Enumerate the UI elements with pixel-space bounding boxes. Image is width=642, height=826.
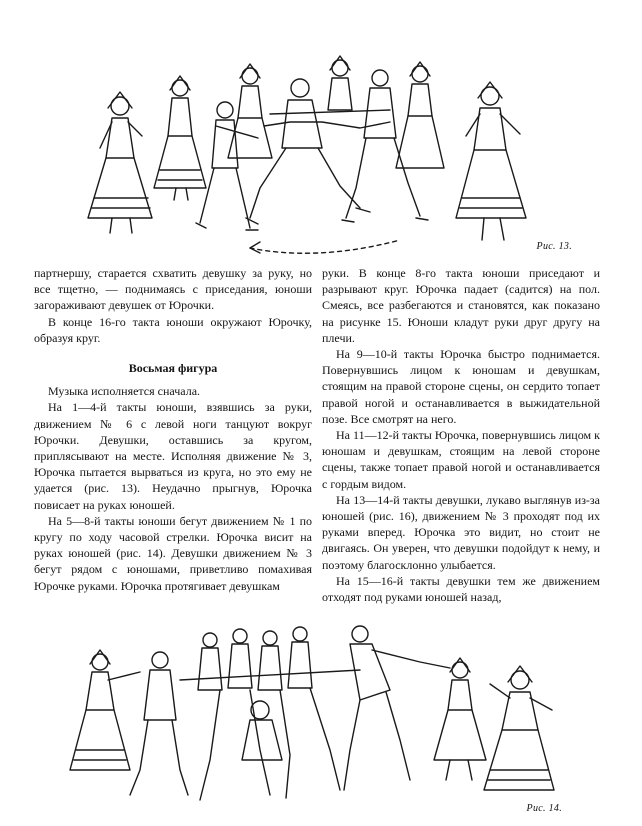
paragraph: Музыка исполняется сначала.: [48, 384, 201, 399]
paragraph: руки. В конце 8-го такта юноши приседают и разрывают круг. Юрочка падает (садится) на пол. Смеясь, все разбегаются и становятся, как показано на рисунке 15. Юноши кладут руки друг другу на плечи.: [322, 266, 600, 345]
paragraph: партнершу, старается схватить девушку за руку, но все тщетно, — поднимаясь с приседания, юноши загораживают девушек от Юрочки.: [34, 266, 312, 313]
paragraph: На 13—14-й такты девушки, лукаво выглянув из-за юношей (рис. 16), движением № 3 проходят под их руками вперед. Юрочка это видит, но стоит не двигаясь. Он уверен, что девушки подойдут к нему, и поэтому благосклонно улыбается.: [322, 492, 600, 572]
dancer-boy-center-right: [342, 70, 428, 222]
figure-14-illustration: [60, 610, 580, 810]
section-heading: Восьмая фигура: [128, 361, 218, 376]
dancer-girl-center: [328, 56, 352, 110]
dancer-girl-far-left: [70, 650, 140, 770]
paragraph: На 1—4-й такты юноши, взявшись за руки, движением № 6 с левой ноги танцуют вокруг Юрочки. Девушки, оставшись за кругом, приплясывают на месте. Исполняя движение № 3, Юрочка пытается вырваться из круга, но это ему не удается (рис. 13). Неудачно прыгнув, Юрочка повисает на руках юношей.: [34, 400, 312, 512]
paragraph: На 5—8-й такты юноши бегут движением № 1 по кругу по ходу часовой стрелки. Юрочка висит на руках юношей (рис. 14). Девушки движением № 3 бегут рядом с юношами, приветливо помахивая Юрочке руками. Юрочка протягивает девушкам: [34, 513, 312, 593]
dancer-girl-right-2: [484, 666, 554, 790]
dancer-boy-hanging: [344, 626, 450, 790]
text-column-left: [34, 265, 312, 594]
paragraph: В конце 16-го такта юноши окружают Юрочку, образуя круг.: [34, 314, 312, 345]
dancer-boy-left: [196, 102, 258, 230]
dancer-girl-left-2: [154, 76, 206, 200]
dancer-group-center: [180, 627, 360, 800]
figure-14-caption: Рис. 14.: [526, 803, 562, 814]
paragraph: На 9—10-й такты Юрочка быстро поднимается. Повернувшись лицом к юношам и девушкам, стоящим на правой стороне сцены, он сердито топает правой ногой и останавливается в выжидательной позе. Все смотрят на него.: [322, 347, 600, 426]
dancer-girl-right-1: [434, 658, 486, 780]
figure-13-illustration: [60, 18, 570, 258]
figure-13-caption: Рис. 13.: [536, 241, 572, 252]
motion-arrow: [250, 240, 400, 253]
paragraph: На 15—16-й такты девушки тем же движением отходят под руками юношей назад,: [322, 573, 600, 605]
dancer-boy-left: [130, 652, 188, 795]
dancer-girl-center-left: [228, 64, 272, 158]
dancer-girl-right-center: [396, 62, 444, 168]
text-column-right: [322, 265, 600, 605]
dancer-girl-left: [88, 92, 152, 233]
paragraph: На 11—12-й такты Юрочка, повернувшись лицом к юношам и девушкам, стоящим на левой стороне сцены, также топает правой ногой и останавливается с гордым видом.: [322, 428, 600, 491]
dancer-girl-right: [456, 82, 526, 240]
